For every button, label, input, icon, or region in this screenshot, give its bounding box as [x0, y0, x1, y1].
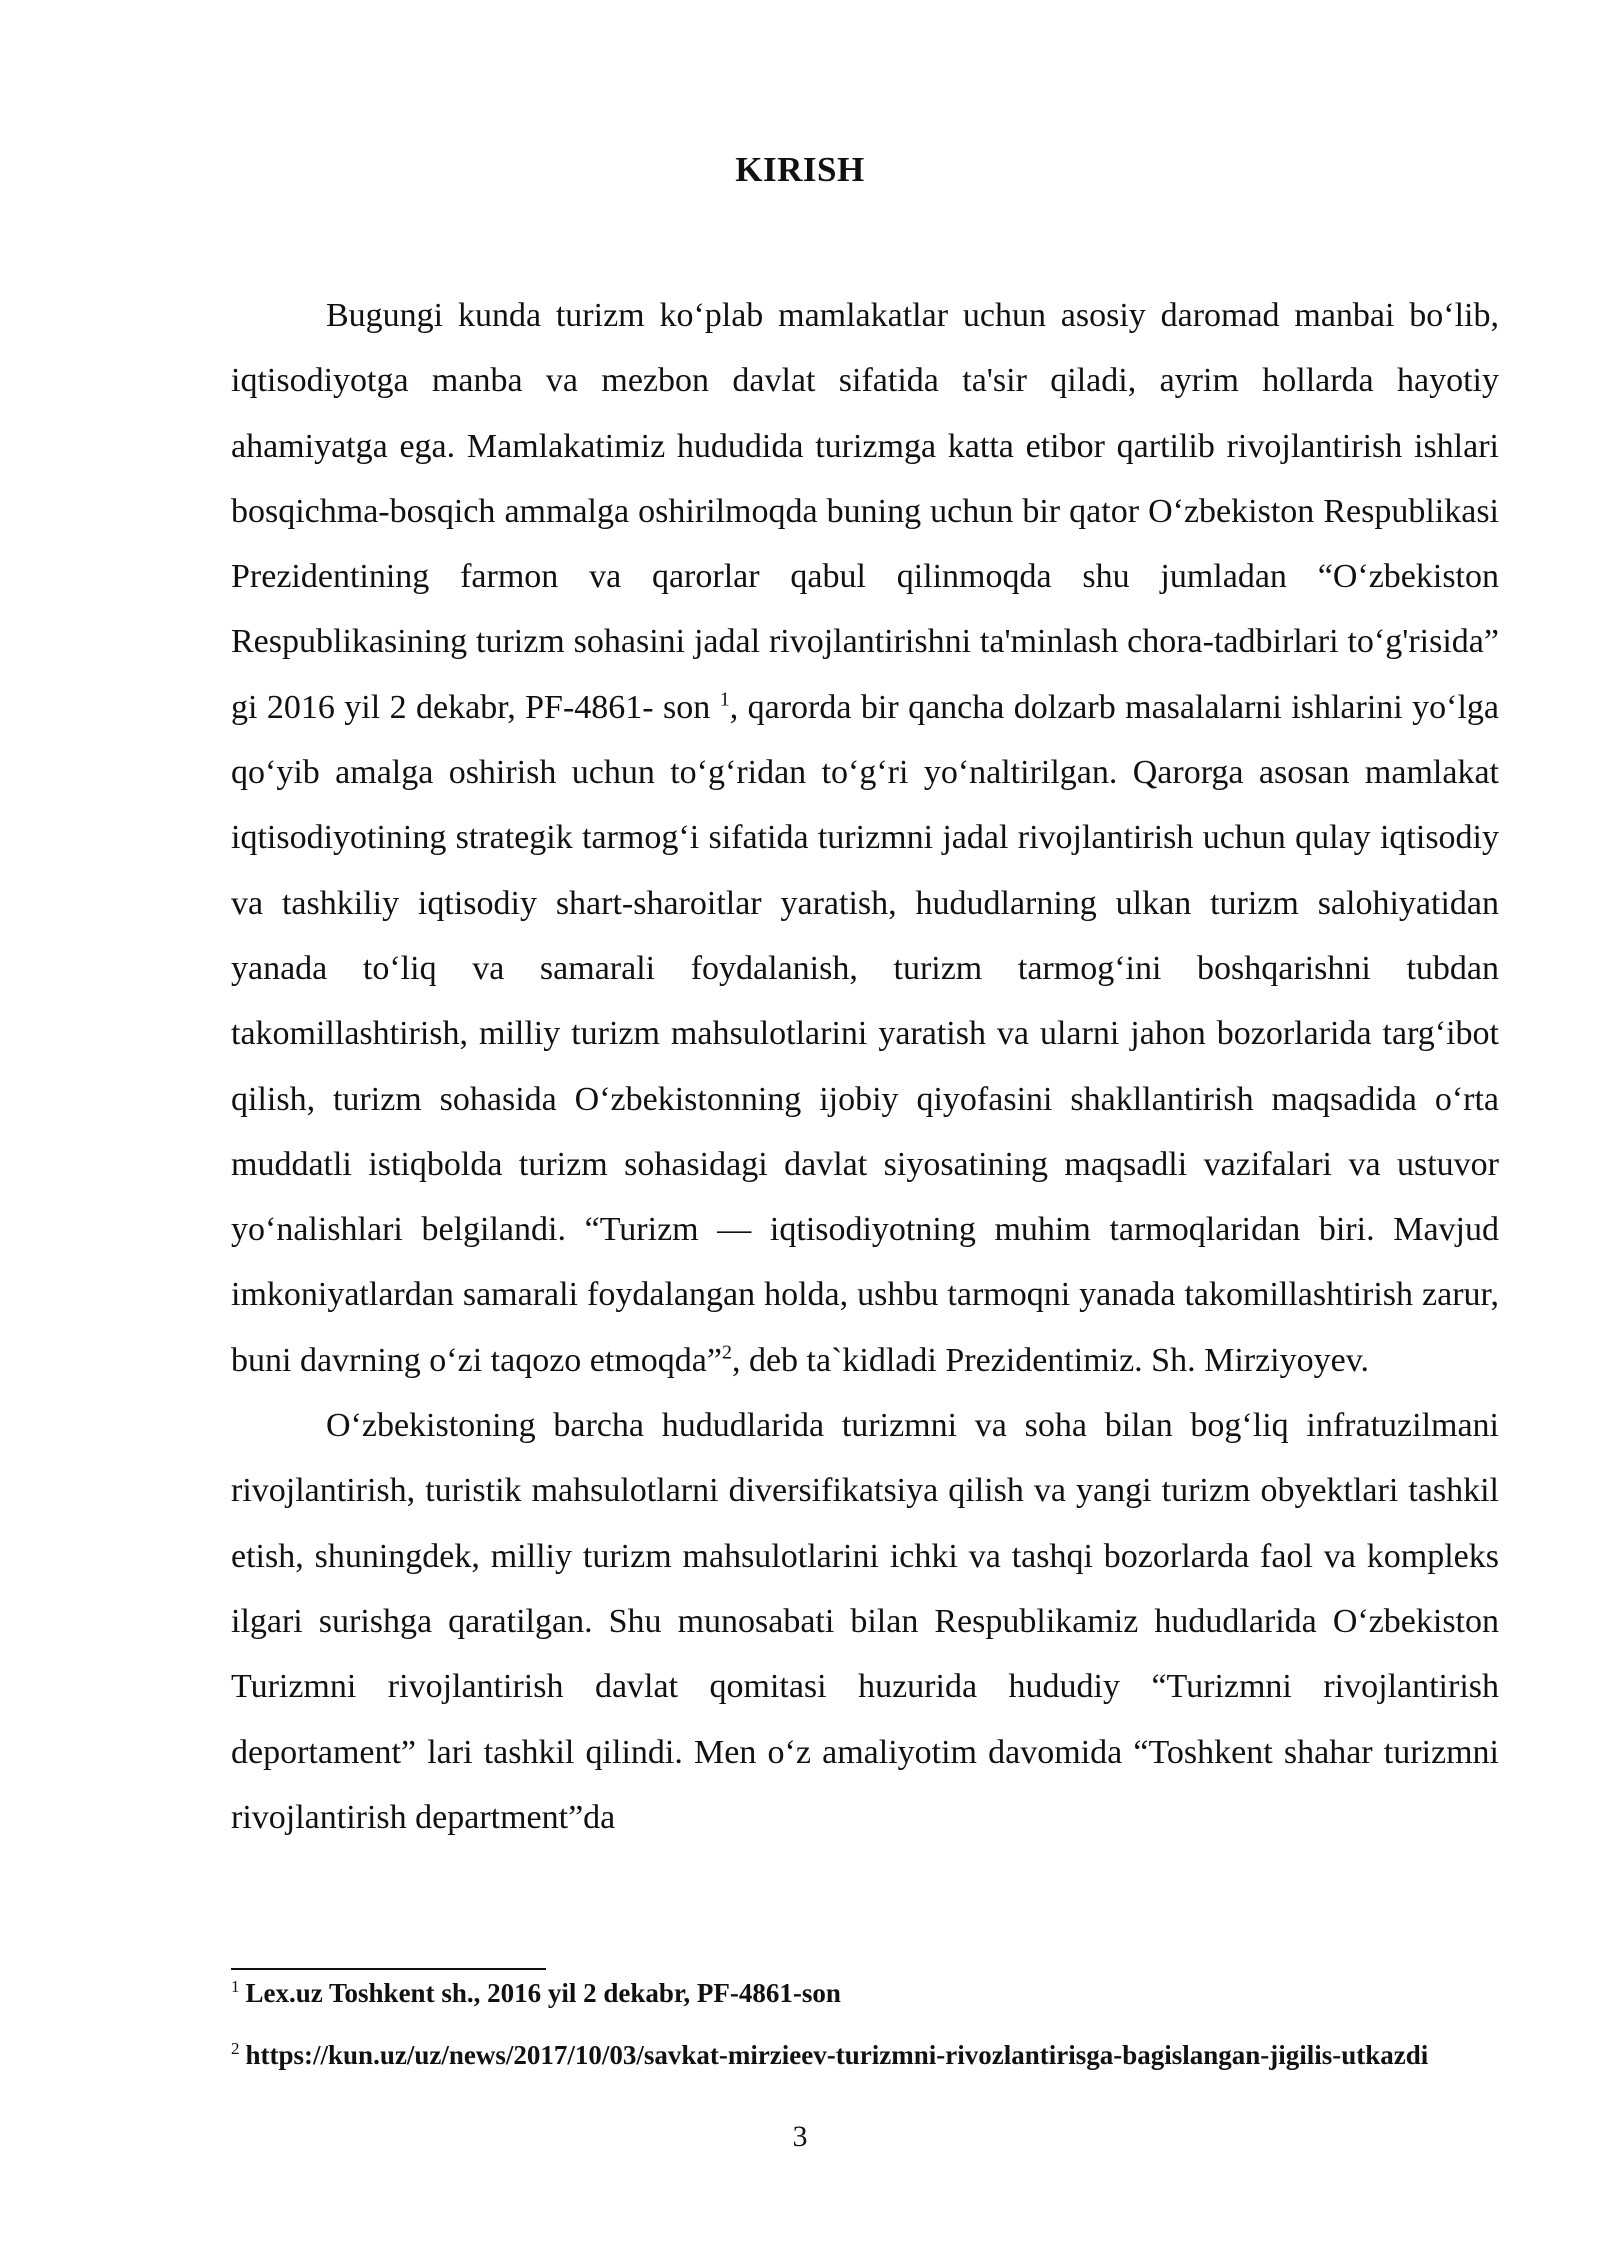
footnote-ref-2[interactable]: 2 — [721, 1341, 732, 1364]
footnote-2-number: 2 — [231, 2039, 240, 2058]
body-text — [231, 283, 1499, 1850]
footnote-1-text: Lex.uz Toshkent sh., 2016 yil 2 dekabr, PF-4861-son — [245, 1978, 841, 2008]
footnote-2 — [231, 2038, 1499, 2072]
paragraph-2: O‘zbekistoning barcha hududlarida turizmni va soha bilan bog‘liq infratuzilmani rivojlantirish, turistik mahsulotlarni diversifikatsiya qilish va yangi turizm obyektlari tashkil etish, shuningdek, milliy turizm mahsulotlarini ichki va tashqi bozorlarda faol va kompleks ilgari surishga qaratilgan. Shu munosabati bilan Respublikamiz hududlarida O‘zbekiston Turizmni rivojlantirish davlat qomitasi huzurida hududiy “Turizmni rivojlantirish deportament” lari tashkil qilindi. Men o‘z amaliyotim davomida “Toshkent shahar turizmni rivojlantirish department”da — [231, 1407, 1499, 1836]
footnotes — [231, 1972, 1499, 2072]
footnote-ref-1[interactable]: 1 — [719, 688, 730, 711]
paragraph-1-part-1: Bugungi kunda turizm ko‘plab mamlakatlar uchun asosiy daromad manbai bo‘lib, iqtisodiyotga manba va mezbon davlat sifatida ta'sir qiladi, ayrim hollarda hayotiy ahamiyatga ega. Mamlakatimiz hududida turizmga katta etibor qartilib rivojlantirish ishlari bosqichma-bosqich ammalga oshirilmoqda buning uchun bir qator O‘zbekiston Respublikasi Prezidentining farmon va qarorlar qabul qilinmoqda shu jumladan “O‘zbekiston Respublikasining turizm sohasini jadal rivojlantirishni ta'minlash chora-tadbirlari to‘g'risida” gi 2016 yil 2 dekabr, PF-4861- son — [231, 297, 1499, 726]
paragraph-1 — [231, 283, 1499, 1393]
footnote-1 — [231, 1976, 1499, 2010]
footnote-2-link[interactable]: https://kun.uz/uz/news/2017/10/03/savkat-mirzieev-turizmni-rivozlantirisga-bagislangan-jigilis-utkazdi — [245, 2040, 1429, 2070]
page-number: 3 — [792, 2120, 808, 2153]
section-title: KIRISH — [735, 150, 865, 189]
footnote-1-number: 1 — [231, 1977, 240, 1996]
footnote-separator — [231, 1968, 546, 1970]
paragraph-1-part-3: , deb ta`kidladi Prezidentimiz. Sh. Mirziyoyev. — [731, 1341, 1370, 1379]
paragraph-1-part-2: , qarorda bir qancha dolzarb masalalarni ishlarini yo‘lga qo‘yib amalga oshirish uchun to‘g‘ridan to‘g‘ri yo‘naltirilgan. Qarorga asosan mamlakat iqtisodiyotining strategik tarmog‘i sifatida turizmni jadal rivojlantirish uchun qulay iqtisodiy va tashkiliy iqtisodiy shart-sharoitlar yaratish, hududlarning ulkan turizm salohiyatidan yanada to‘liq va samarali foydalanish, turizm tarmog‘ini boshqarishni tubdan takomillashtirish, milliy turizm mahsulotlarini yaratish va ularni jahon bozorlarida targ‘ibot qilish, turizm sohasida O‘zbekistonning ijobiy qiyofasini shakllantirish maqsadida o‘rta muddatli istiqbolda turizm sohasidagi davlat siyosatining maqsadli vazifalari va ustuvor yo‘nalishlari belgilandi. “Turizm — iqtisodiyotning muhim tarmoqlaridan biri. Mavjud imkoniyatlardan samarali foydalangan holda, ushbu tarmoqni yanada takomillashtirish zarur, buni davrning o‘zi taqozo etmoqda” — [231, 688, 1499, 1379]
